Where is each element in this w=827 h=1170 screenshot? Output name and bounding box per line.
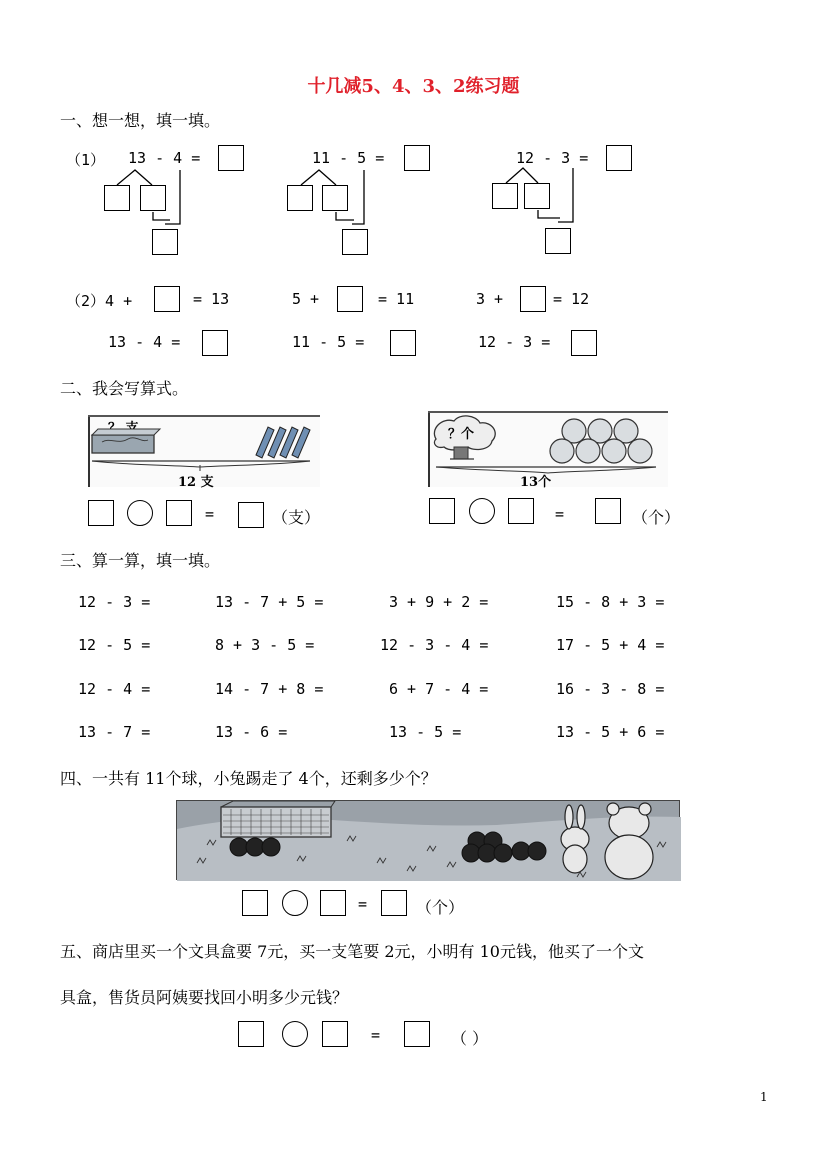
result-box-2[interactable]	[342, 229, 368, 255]
section-4-heading: 四、一共有 11个球，小兔踢走了 4个，还剩多少个？	[60, 769, 437, 788]
calc-r2-c4: 17 - 5 + 4 =	[556, 636, 665, 654]
pic2-operator-circle[interactable]	[469, 498, 495, 524]
check-eq-c: 12 - 3 =	[478, 333, 551, 351]
section-2-heading: 二、我会写算式。	[60, 379, 189, 398]
calc-r3-c3: 6 + 7 - 4 =	[389, 680, 489, 698]
pic1-unit: （支）	[272, 508, 321, 527]
calc-r3-c2: 14 - 7 + 8 =	[215, 680, 324, 698]
decompose-eq-3: 12 - 3 =	[516, 149, 589, 167]
part-1-label: （1）	[66, 151, 106, 169]
pic1-box-2[interactable]	[166, 500, 192, 526]
fill-eq-b-head: 5 +	[292, 290, 320, 308]
check-eq-b: 11 - 5 =	[292, 333, 365, 351]
calc-r1-c1: 12 - 3 =	[78, 593, 151, 611]
fill-eq-c-tail: = 12	[553, 290, 590, 308]
q4-equals: =	[358, 895, 368, 913]
pic1-equals: =	[205, 505, 215, 523]
q5-box-2[interactable]	[322, 1021, 348, 1047]
q5-answer-box[interactable]	[404, 1021, 430, 1047]
part-2-label: （2）4 +	[66, 292, 133, 310]
page-number: 1	[760, 1090, 768, 1104]
result-box-3[interactable]	[545, 228, 571, 254]
apple-picture	[428, 411, 668, 490]
calc-r1-c4: 15 - 8 + 3 =	[556, 593, 665, 611]
q5-equals: =	[371, 1026, 381, 1044]
pic2-box-2[interactable]	[508, 498, 534, 524]
decompose-lines-2	[284, 160, 384, 230]
answer-box-3[interactable]	[606, 145, 632, 171]
calc-r1-c3: 3 + 9 + 2 =	[389, 593, 489, 611]
calc-r4-c1: 13 - 7 =	[78, 723, 151, 741]
q4-unit: （个）	[416, 898, 465, 917]
calc-r4-c4: 13 - 5 + 6 =	[556, 723, 665, 741]
q4-operator-circle[interactable]	[282, 890, 308, 916]
page-title: 十几减5、4、3、2练习题	[307, 76, 520, 97]
decompose-lines-3	[490, 158, 590, 228]
section-5-line-1: 五、商店里买一个文具盒要 7元，买一支笔要 2元，小明有 10元钱，他买了一个文	[60, 942, 644, 961]
fill-box-a[interactable]	[154, 286, 180, 312]
decompose-eq-2: 11 - 5 =	[312, 149, 385, 167]
pic1-operator-circle[interactable]	[127, 500, 153, 526]
fill-eq-c-head: 3 +	[476, 290, 504, 308]
calc-r2-c2: 8 + 3 - 5 =	[215, 636, 315, 654]
pic1-answer-box[interactable]	[238, 502, 264, 528]
pic2-equals: =	[555, 505, 565, 523]
pencil-total-label: 12 支	[178, 475, 214, 490]
answer-box-2[interactable]	[404, 145, 430, 171]
q4-box-2[interactable]	[320, 890, 346, 916]
pic2-box-1[interactable]	[429, 498, 455, 524]
rabbit-ball-picture	[176, 800, 680, 880]
calc-r1-c2: 13 - 7 + 5 =	[215, 593, 324, 611]
pic1-box-1[interactable]	[88, 500, 114, 526]
fill-box-c[interactable]	[520, 286, 546, 312]
calc-r4-c3: 13 - 5 =	[389, 723, 462, 741]
check-box-b[interactable]	[390, 330, 416, 356]
pic2-unit: （个）	[632, 508, 681, 527]
check-box-a[interactable]	[202, 330, 228, 356]
q4-answer-box[interactable]	[381, 890, 407, 916]
calc-r2-c1: 12 - 5 =	[78, 636, 151, 654]
section-1-heading: 一、想一想，填一填。	[60, 111, 221, 130]
apple-total-label: 13个	[520, 475, 552, 490]
calc-r4-c2: 13 - 6 =	[215, 723, 288, 741]
q5-unit: （ ）	[451, 1029, 489, 1048]
calc-r2-c3: 12 - 3 - 4 =	[380, 636, 489, 654]
decompose-lines-1	[100, 160, 200, 230]
q4-box-1[interactable]	[242, 890, 268, 916]
fill-box-b[interactable]	[337, 286, 363, 312]
answer-box-1[interactable]	[218, 145, 244, 171]
calc-r3-c1: 12 - 4 =	[78, 680, 151, 698]
fill-eq-a-tail: = 13	[193, 290, 230, 308]
check-eq-a: 13 - 4 =	[108, 333, 181, 351]
decompose-eq-1: 13 - 4 =	[128, 149, 201, 167]
fill-eq-b-tail: = 11	[378, 290, 415, 308]
q5-box-1[interactable]	[238, 1021, 264, 1047]
apple-question-label: ？个	[448, 427, 475, 442]
check-box-c[interactable]	[571, 330, 597, 356]
calc-r3-c4: 16 - 3 - 8 =	[556, 680, 665, 698]
q5-operator-circle[interactable]	[282, 1021, 308, 1047]
section-5-line-2: 具盒，售货员阿姨要找回小明多少元钱？	[60, 988, 349, 1007]
result-box-1[interactable]	[152, 229, 178, 255]
section-3-heading: 三、算一算，填一填。	[60, 551, 221, 570]
pencil-picture	[88, 415, 320, 490]
pic2-answer-box[interactable]	[595, 498, 621, 524]
